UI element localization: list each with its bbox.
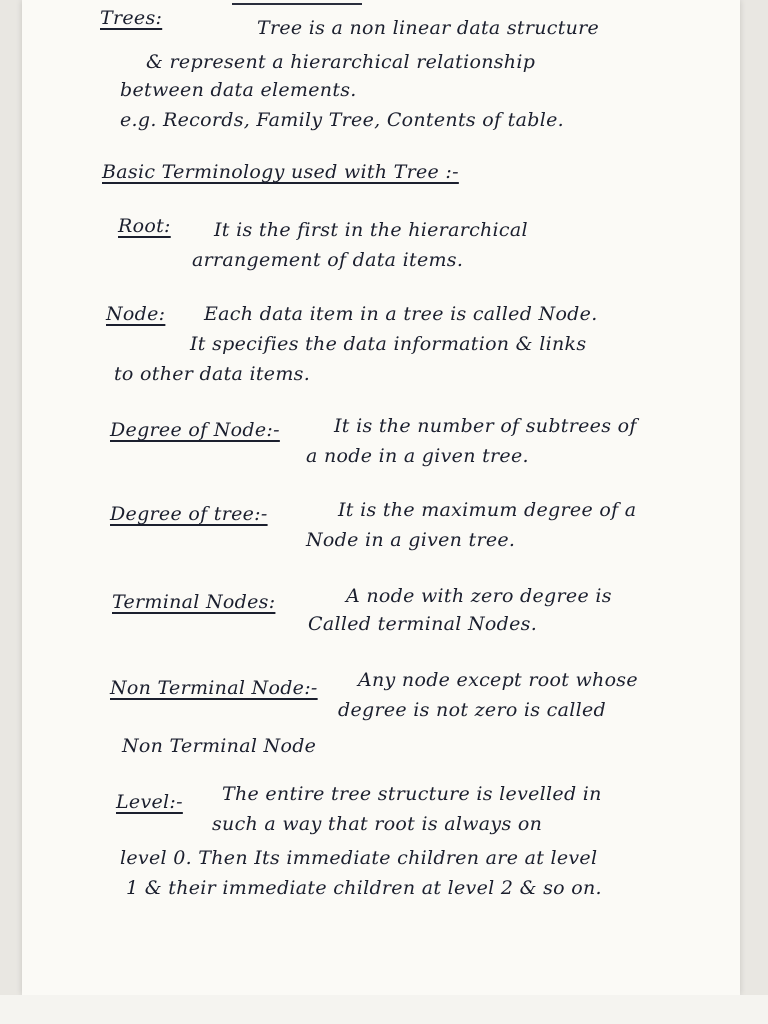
level-line-4: 1 & their immediate children at level 2 & so on. (126, 877, 602, 899)
degree-of-tree-line-2: Node in a given tree. (306, 529, 516, 551)
terminal-nodes-term: Terminal Nodes: (112, 591, 276, 613)
notebook-page (22, 0, 740, 995)
non-terminal-node-line-1: Any node except root whose (358, 669, 638, 691)
node-line-1: Each data item in a tree is called Node. (204, 303, 598, 325)
trees-term: Trees: (100, 7, 163, 29)
degree-of-node-line-1: It is the number of subtrees of (334, 415, 637, 437)
non-terminal-node-line-2: degree is not zero is called (338, 699, 607, 721)
node-line-2: It specifies the data information & links (190, 333, 587, 355)
degree-of-tree-line-1: It is the maximum degree of a (338, 499, 637, 521)
node-line-3: to other data items. (114, 363, 311, 385)
root-line-2: arrangement of data items. (192, 249, 464, 271)
level-line-2: such a way that root is always on (212, 813, 543, 835)
trees-line-4: e.g. Records, Family Tree, Contents of table. (120, 109, 564, 131)
level-line-1: The entire tree structure is levelled in (222, 783, 602, 805)
root-term: Root: (118, 215, 171, 237)
trees-line-3: between data elements. (120, 79, 357, 101)
trees-line-1: Tree is a non linear data structure (257, 17, 600, 39)
degree-of-node-line-2: a node in a given tree. (306, 445, 529, 467)
degree-of-tree-term: Degree of tree:- (110, 503, 268, 525)
basic-terminology-heading: Basic Terminology used with Tree :- (102, 161, 459, 183)
non-terminal-node-term: Non Terminal Node:- (110, 677, 318, 699)
degree-of-node-term: Degree of Node:- (110, 419, 280, 441)
top-rule (232, 3, 362, 5)
root-line-1: It is the first in the hierarchical (214, 219, 528, 241)
node-term: Node: (106, 303, 166, 325)
trees-line-2: & represent a hierarchical relationship (146, 51, 536, 73)
non-terminal-node-line-3: Non Terminal Node (122, 735, 317, 757)
level-line-3: level 0. Then Its immediate children are at level (120, 847, 598, 869)
terminal-nodes-line-1: A node with zero degree is (346, 585, 612, 607)
terminal-nodes-line-2: Called terminal Nodes. (308, 613, 538, 635)
level-term: Level:- (116, 791, 183, 813)
page-bottom-margin (0, 995, 768, 1024)
